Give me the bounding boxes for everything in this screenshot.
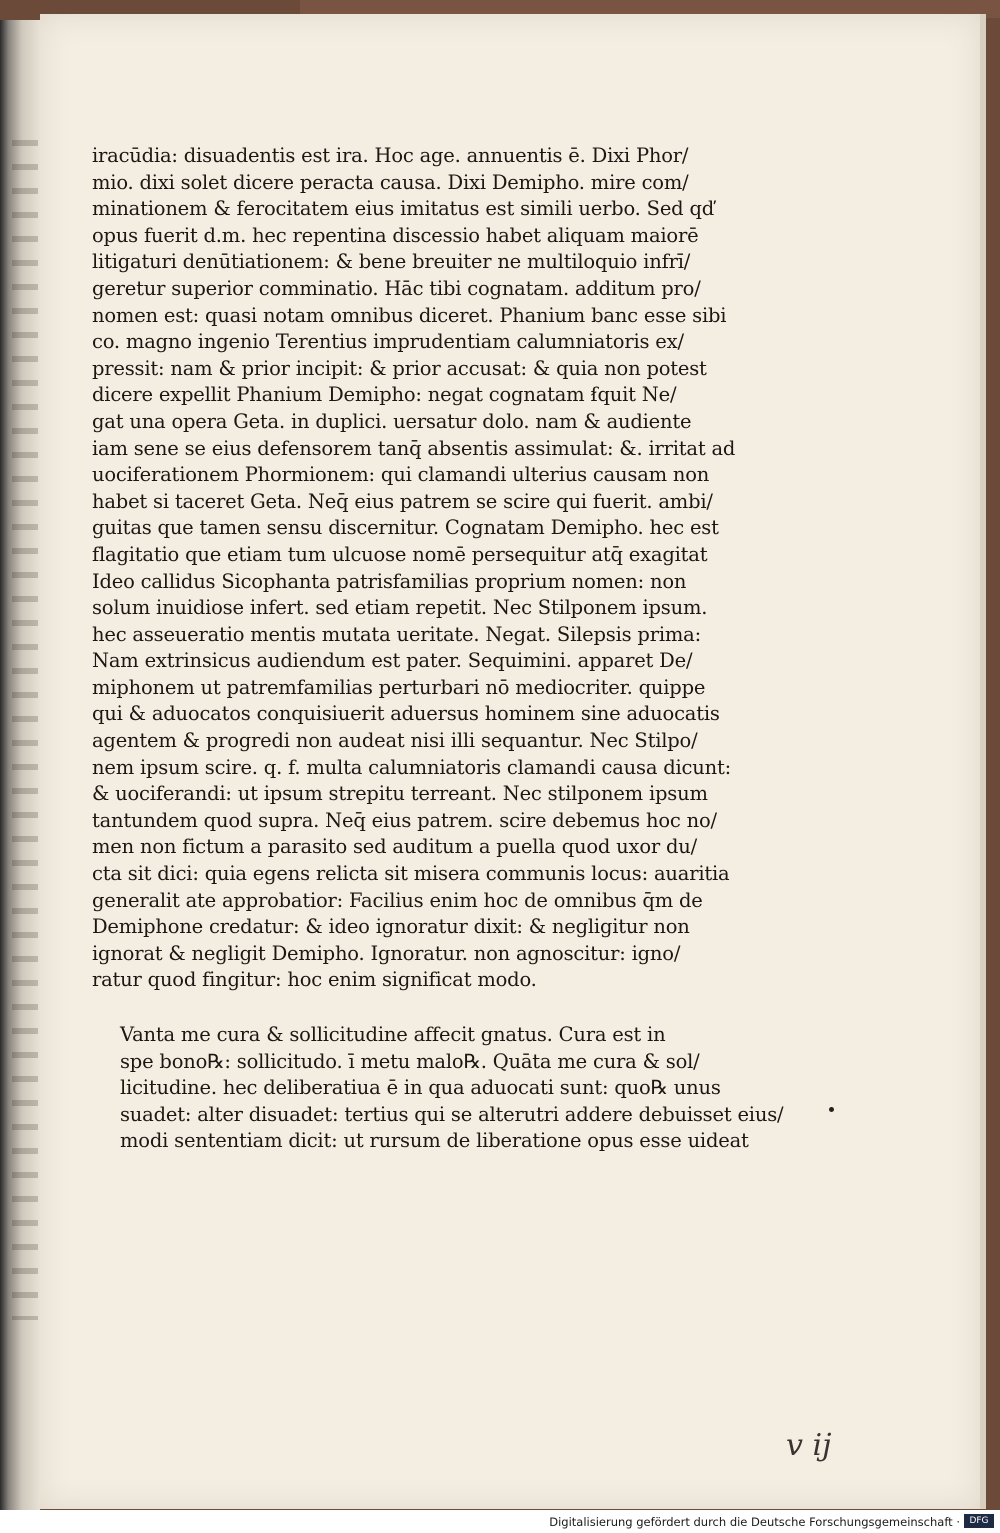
dfg-logo: DFG — [964, 1514, 994, 1528]
footer-bar — [0, 1510, 1000, 1533]
text-line: tantundem quod supra. Neq̄ eius patrem. scire debemus hoc no/ — [92, 808, 717, 832]
paragraph-1 — [92, 143, 736, 994]
text-line: guitas que tamen sensu discernitur. Cognatam Demipho. hec est — [92, 516, 719, 540]
left-page-edge — [0, 20, 40, 1510]
text-line: men non fictum a parasito sed auditum a puella quod uxor du/ — [92, 835, 698, 859]
text-line: qui & aduocatos conquisiuerit aduersus hominem sine aduocatis — [92, 702, 720, 726]
ink-dot — [829, 1107, 834, 1112]
text-line: mio. dixi solet dicere peracta causa. Dixi Demipho. mire com/ — [92, 170, 689, 194]
text-line: solum inuidiose infert. sed etiam repetit. Nec Stilponem ipsum. — [92, 596, 708, 620]
text-line: hec asseueratio mentis mutata ueritate. Negat. Silepsis prima: — [92, 622, 701, 646]
text-line: suadet: alter disuadet: tertius qui se alterutri addere debuisset eius/ — [120, 1102, 784, 1126]
text-line: ratur quod fingitur: hoc enim significat modo. — [92, 968, 537, 992]
text-line: opus fuerit d.m. hec repentina discessio habet aliquam maiorē — [92, 223, 699, 247]
paragraph-2 — [92, 1022, 784, 1155]
text-line: modi sententiam dicit: ut rursum de liberatione opus esse uideat — [120, 1129, 749, 1153]
text-line: Ideo callidus Sicophanta patrisfamilias proprium nomen: non — [92, 569, 687, 593]
text-line: miphonem ut patremfamilias perturbari nō mediocriter. quippe — [92, 675, 706, 699]
text-line: Vanta me cura & sollicitudine affecit gnatus. Cura est in — [120, 1023, 666, 1046]
text-line: nem ipsum scire. q. f. multa calumniatoris clamandi causa dicunt: — [92, 755, 732, 779]
text-line: flagitatio que etiam tum ulcuose nomē persequitur atq̄ exagitat — [92, 542, 708, 566]
text-line: litigaturi denūtiationem: & bene breuiter ne multiloquio infrī/ — [92, 250, 691, 274]
text-line: co. magno ingenio Terentius imprudentiam calumniatoris ex/ — [92, 330, 684, 354]
text-line: & uociferandi: ut ipsum strepitu terreant. Nec stilponem ipsum — [92, 782, 708, 806]
text-line: Demiphone credatur: & ideo ignoratur dixit: & negligitur non — [92, 915, 690, 939]
text-line: spe bono℞: sollicitudo. ī metu malo℞. Quāta me cura & sol/ — [120, 1049, 700, 1073]
text-line: geretur superior comminatio. Hāc tibi cognatam. additum pro/ — [92, 276, 701, 300]
text-line: Nam extrinsicus audiendum est pater. Sequimini. apparet De/ — [92, 649, 693, 673]
text-line: agentem & progredi non audeat nisi illi sequantur. Nec Stilpo/ — [92, 729, 698, 753]
text-line: gat una opera Geta. in duplici. uersatur dolo. nam & audiente — [92, 409, 692, 433]
text-line: uociferationem Phormionem: qui clamandi ulterius causam non — [92, 463, 710, 487]
text-line: iracūdia: disuadentis est ira. Hoc age. annuentis ē. Dixi Phor/ — [92, 144, 689, 167]
text-line: minationem & ferocitatem eius imitatus est simili uerbo. Sed qď — [92, 197, 715, 221]
left-page-text-shadow — [12, 140, 38, 1320]
text-line: ignorat & negligit Demipho. Ignoratur. non agnoscitur: igno/ — [92, 941, 681, 965]
text-line: licitudine. hec deliberatiua ē in qua aduocati sunt: quo℞ unus — [120, 1076, 721, 1100]
text-line: nomen est: quasi notam omnibus diceret. Phanium banc esse sibi — [92, 303, 727, 327]
signature-mark: v ij — [786, 1428, 832, 1463]
paragraph-gap — [92, 994, 652, 1022]
text-line: habet si taceret Geta. Neq̄ eius patrem se scire qui fuerit. ambi/ — [92, 489, 713, 513]
text-line: generalit ate approbatior: Facilius enim hoc de omnibus q̄m de — [92, 888, 703, 912]
text-line: pressit: nam & prior incipit: & prior accusat: & quia non potest — [92, 356, 707, 380]
text-line: iam sene se eius defensorem tanq̄ absentis assimulat: &. irritat ad — [92, 436, 736, 460]
text-line: cta sit dici: quia egens relicta sit misera communis locus: auaritia — [92, 862, 730, 886]
footer-credit: Digitalisierung gefördert durch die Deutsche Forschungsgemeinschaft · — [549, 1515, 960, 1529]
text-line: dicere expellit Phanium Demipho: negat cognatam ẜquit Ne/ — [92, 383, 677, 407]
text-block — [92, 143, 784, 1155]
